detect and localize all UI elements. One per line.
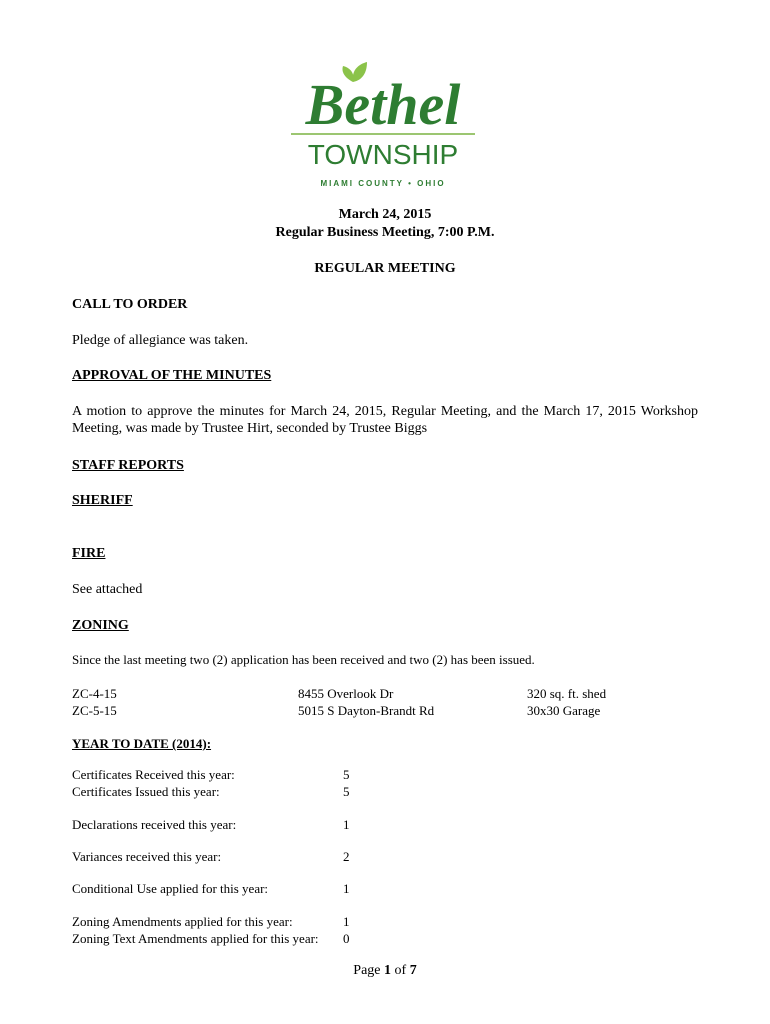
ytd-label: Conditional Use applied for this year: (72, 881, 269, 896)
logo-name: Bethel (305, 72, 461, 137)
meeting-date: March 24, 2015 (338, 207, 432, 222)
fire-heading: FIRE (72, 546, 106, 561)
bethel-township-logo (283, 60, 483, 190)
logo-tagline: MIAMI COUNTY • OHIO (320, 179, 446, 188)
ytd-label: Declarations received this year: (72, 817, 237, 832)
call-to-order-heading: CALL TO ORDER (72, 297, 188, 312)
approval-text: A motion to approve the minutes for March 24, 2015, Regular Meeting, and the March 17, 2015 Workshop Meeting, was made by Trustee Hirt, seconded by Trustee Biggs (72, 404, 698, 436)
ytd-value: 1 (343, 914, 350, 929)
ytd-heading: YEAR TO DATE (2014): (72, 736, 212, 751)
permit-description: 30x30 Garage (527, 703, 601, 718)
ytd-value: 5 (343, 767, 350, 782)
page-footer (0, 962, 770, 979)
page-word: Page (353, 963, 381, 978)
permit-id: ZC-5-15 (72, 703, 117, 718)
approval-heading: APPROVAL OF THE MINUTES (72, 368, 272, 383)
ytd-label: Variances received this year: (72, 849, 222, 864)
call-to-order-text: Pledge of allegiance was taken. (72, 333, 249, 348)
permit-id: ZC-4-15 (72, 686, 117, 701)
ytd-value: 5 (343, 784, 350, 799)
permit-address: 8455 Overlook Dr (298, 686, 394, 701)
ytd-value: 1 (343, 817, 350, 832)
meeting-line: Regular Business Meeting, 7:00 P.M. (275, 225, 495, 240)
ytd-label: Certificates Issued this year: (72, 784, 220, 799)
meeting-type: REGULAR MEETING (314, 261, 456, 276)
staff-reports-heading: STAFF REPORTS (72, 458, 184, 473)
page-current: 1 (384, 963, 392, 978)
logo-township: TOWNSHIP (307, 139, 459, 170)
permit-address: 5015 S Dayton-Brandt Rd (298, 703, 435, 718)
ytd-value: 2 (343, 849, 350, 864)
fire-text: See attached (72, 582, 143, 597)
sheriff-heading: SHERIFF (72, 493, 133, 508)
ytd-label: Zoning Text Amendments applied for this year: (72, 931, 319, 946)
zoning-heading: ZONING (72, 618, 129, 633)
ytd-value: 0 (343, 931, 350, 946)
ytd-label: Zoning Amendments applied for this year: (72, 914, 293, 929)
ytd-label: Certificates Received this year: (72, 767, 235, 782)
ytd-value: 1 (343, 881, 350, 896)
permit-description: 320 sq. ft. shed (527, 686, 607, 701)
page-total: 7 (409, 963, 417, 978)
page-of-word: of (394, 963, 407, 978)
zoning-intro: Since the last meeting two (2) application has been received and two (2) has been issued. (72, 652, 535, 667)
